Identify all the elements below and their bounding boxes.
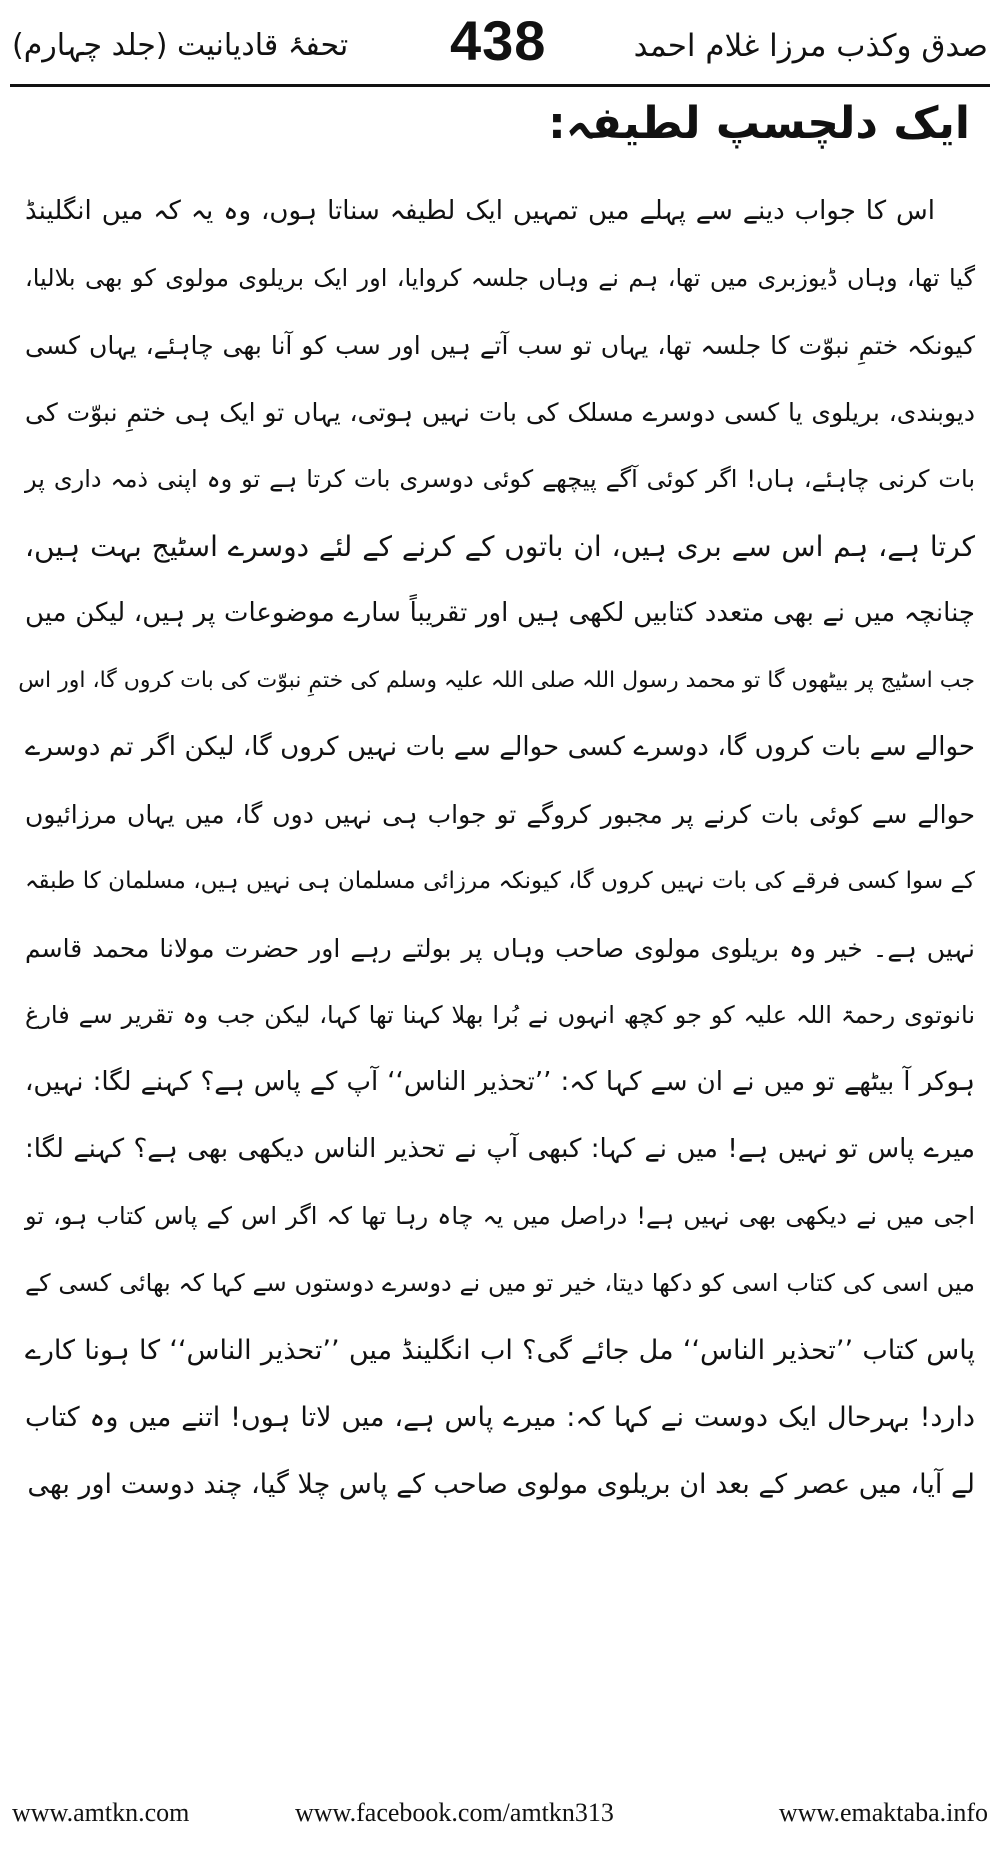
header-divider	[10, 84, 990, 87]
text-line: پاس کتاب ’’تحذیر الناس‘‘ مل جائے گی؟ اب انگلینڈ میں ’’تحذیر الناس‘‘ کا ہونا کارے	[25, 1335, 975, 1366]
page-header	[0, 0, 1000, 92]
text-line: نہیں ہے۔ خیر وہ بریلوی مولوی صاحب وہاں پر بولتے رہے اور حضرت مولانا محمد قاسم	[25, 934, 975, 963]
footer-link-emaktaba[interactable]: www.emaktaba.info	[778, 1798, 988, 1827]
chapter-title: صدق وکذب مرزا غلام احمد	[633, 28, 988, 64]
text-line: دارد! بہرحال ایک دوست نے کہا کہ: میرے پاس ہے، میں لاتا ہوں! اتنے میں وہ کتاب	[25, 1402, 975, 1433]
text-line: میں اسی کی کتاب اسی کو دکھا دیتا، خیر تو میں نے دوسرے دوستوں سے کہا کہ بھائی کسی کے	[25, 1269, 975, 1297]
body-text	[18, 178, 975, 1518]
page-number: 438	[450, 9, 547, 72]
text-line: گیا تھا، وہاں ڈیوزبری میں تھا، ہم نے وہاں جلسہ کروایا، اور ایک بریلوی مولوی کو بھی بلالیا،	[25, 264, 975, 292]
page-footer	[0, 1788, 1000, 1838]
text-line: جب اسٹیج پر بیٹھوں گا تو محمد رسول اللہ صلی اللہ علیہ وسلم کی ختمِ نبوّت کی بات کروں گا، اور اس	[18, 668, 975, 693]
text-line: اجی میں نے دیکھی بھی نہیں ہے! دراصل میں یہ چاہ رہا تھا کہ اگر اس کے پاس کتاب ہو، تو	[25, 1202, 975, 1230]
footer-link-amtkn[interactable]: www.amtkn.com	[12, 1798, 190, 1827]
text-line: میرے پاس تو نہیں ہے! میں نے کہا: کبھی آپ نے تحذیر الناس دیکھی بھی ہے؟ کہنے لگا:	[25, 1134, 975, 1164]
text-line: حوالے سے بات کروں گا، دوسرے کسی حوالے سے بات نہیں کروں گا، لیکن اگر تم دوسرے	[25, 732, 975, 762]
text-line: بات کرنی چاہئے، ہاں! اگر کوئی آگے پیچھے کوئی دوسری بات کرتا ہے تو وہ اپنی ذمہ داری پر	[25, 465, 975, 493]
text-line: دیوبندی، بریلوی یا کسی دوسرے مسلک کی بات نہیں ہوتی، یہاں تو ایک ہی ختمِ نبوّت کی	[25, 398, 975, 427]
text-line: لے آیا، میں عصر کے بعد ان بریلوی مولوی صاحب کے پاس چلا گیا، چند دوست اور بھی	[27, 1469, 975, 1500]
text-line: کے سوا کسی فرقے کی بات نہیں کروں گا، کیونکہ مرزائی مسلمان ہی نہیں ہیں، مسلمان کا طبقہ	[25, 868, 975, 894]
footer-link-facebook[interactable]: www.facebook.com/amtkn313	[295, 1798, 614, 1827]
text-line: چنانچہ میں نے بھی متعدد کتابیں لکھی ہیں اور تقریباً سارے موضوعات پر ہیں، لیکن میں	[25, 598, 975, 628]
text-line: اس کا جواب دینے سے پہلے میں تمہیں ایک لطیفہ سناتا ہوں، وہ یہ کہ میں انگلینڈ	[25, 196, 935, 226]
text-line: ہوکر آ بیٹھے تو میں نے ان سے کہا کہ: ’’تحذیر الناس‘‘ آپ کے پاس ہے؟ کہنے لگا: نہیں،	[25, 1067, 975, 1097]
book-title: تحفۂ قادیانیت (جلد چہارم)	[12, 28, 349, 63]
text-line: کیونکہ ختمِ نبوّت کا جلسہ تھا، یہاں تو سب آتے ہیں اور سب کو آنا بھی چاہئے، یہاں کسی	[25, 331, 975, 360]
text-line: کرتا ہے، ہم اس سے بری ہیں، ان باتوں کے کرنے کے لئے دوسرے اسٹیج بہت ہیں،	[25, 530, 975, 563]
text-line: حوالے سے کوئی بات کرنے پر مجبور کروگے تو جواب ہی نہیں دوں گا، میں یہاں مرزائیوں	[25, 800, 975, 829]
text-line: نانوتوی رحمۃ اللہ علیہ کو جو کچھ انہوں نے بُرا بھلا کہنا تھا کہا، لیکن جب وہ تقریر سے فارغ	[25, 1001, 975, 1029]
section-heading: ایک دلچسپ لطیفہ:	[548, 98, 970, 149]
